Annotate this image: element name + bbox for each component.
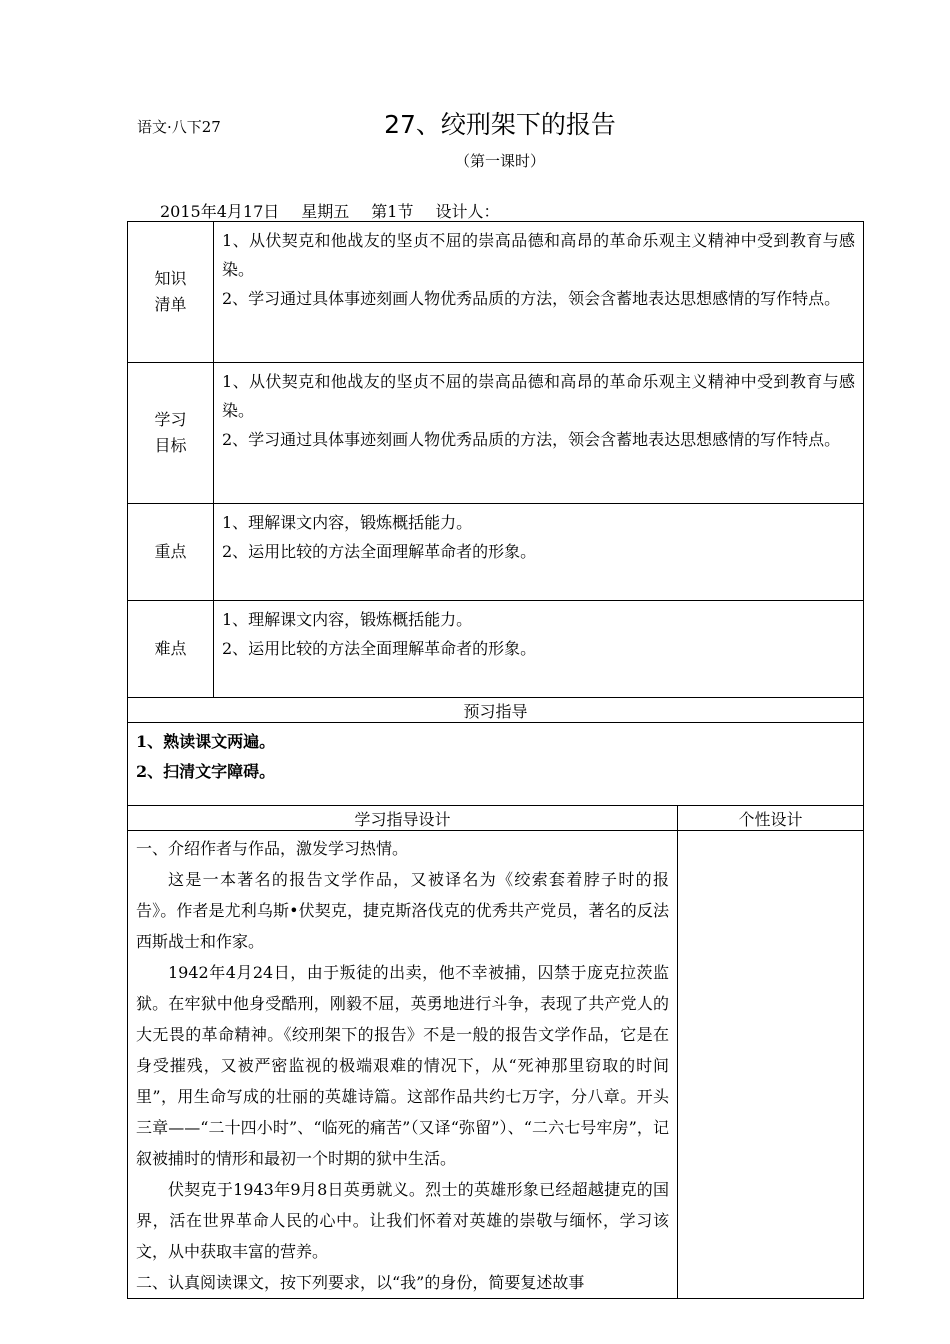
knowledge-item: 1、从伏契克和他战友的坚贞不屈的崇高品德和高昂的革命乐观主义精神中受到教育与感染。: [222, 231, 855, 279]
knowledge-content: [214, 222, 864, 363]
design-row: [128, 831, 864, 1299]
meta-line: [160, 199, 521, 222]
design-content: [128, 831, 678, 1299]
difficulty-item: 1、理解课文内容，锻炼概括能力。: [222, 610, 473, 629]
goals-label: 学习目标: [128, 363, 214, 504]
preview-heading: 预习指导: [128, 698, 864, 723]
goals-row: [128, 363, 864, 504]
difficulty-content: [214, 601, 864, 698]
knowledge-label: 知识清单: [128, 222, 214, 363]
key-content: [214, 504, 864, 601]
design-paragraph: 1942年4月24日，由于叛徒的出卖，他不幸被捕，囚禁于庞克拉茨监狱。在牢狱中他身受酷刑，刚毅不屈，英勇地进行斗争，表现了共产党人的大无畏的革命精神。《绞刑架下的报告》不是一般的报告文学作品，它是在身受摧残，又被严密监视的极端艰难的情况下，从“死神那里窃取的时间里”，用生命写成的壮丽的英雄诗篇。这部作品共约七万字，分八章。开头三章——“二十四小时”、“临死的痛苦”（又译“弥留”）、“二六七号牢房”，记叙被捕时的情形和最初一个时期的狱中生活。: [136, 963, 669, 1168]
design-paragraph: 伏契克于1943年9月8日英勇就义。烈士的英雄形象已经超越捷克的国界，活在世界革命人民的心中。让我们怀着对英雄的崇敬与缅怀，学习该文，从中获取丰富的营养。: [136, 1180, 669, 1261]
difficulty-label: 难点: [128, 601, 214, 698]
preview-row: [128, 723, 864, 806]
key-item: 1、理解课文内容，锻炼概括能力。: [222, 513, 473, 532]
lesson-subtitle: （第一课时）: [454, 152, 545, 170]
meta-period: 第1节: [371, 202, 414, 221]
goals-item: 2、学习通过具体事迹刻画人物优秀品质的方法，领会含蓄地表达思想感情的写作特点。: [222, 430, 841, 449]
personal-design-cell: [678, 831, 864, 1299]
key-label: 重点: [128, 504, 214, 601]
goals-item: 1、从伏契克和他战友的坚贞不屈的崇高品德和高昂的革命乐观主义精神中受到教育与感染。: [222, 372, 855, 420]
meta-weekday: 星期五: [301, 202, 350, 221]
design-heading: 学习指导设计: [128, 806, 678, 831]
design-paragraph: 一、介绍作者与作品，激发学习热情。: [136, 839, 409, 858]
key-row: [128, 504, 864, 601]
preview-content: [128, 723, 864, 806]
meta-designer: 设计人：: [435, 202, 500, 221]
key-item: 2、运用比较的方法全面理解革命者的形象。: [222, 542, 537, 561]
goals-content: [214, 363, 864, 504]
subject-label: 语文·八下27: [137, 118, 221, 136]
preview-item: 1、熟读课文两遍。: [136, 732, 276, 751]
design-paragraph: 这是一本著名的报告文学作品，又被译名为《绞索套着脖子时的报告》。作者是尤利乌斯•伏契克，捷克斯洛伐克的优秀共产党员，著名的反法西斯战士和作家。: [136, 870, 669, 951]
meta-date: 2015年4月17日: [160, 202, 280, 221]
difficulty-item: 2、运用比较的方法全面理解革命者的形象。: [222, 639, 537, 658]
preview-heading-row: [128, 698, 864, 723]
design-heading-row: [128, 806, 864, 831]
knowledge-item: 2、学习通过具体事迹刻画人物优秀品质的方法，领会含蓄地表达思想感情的写作特点。: [222, 289, 841, 308]
design-paragraph: 二、认真阅读课文，按下列要求，以“我”的身份，简要复述故事: [136, 1273, 585, 1292]
knowledge-row: [128, 222, 864, 363]
preview-item: 2、扫清文字障碍。: [136, 762, 276, 781]
page-title: 27、绞刑架下的报告: [384, 110, 616, 139]
personal-design-heading: 个性设计: [678, 806, 864, 831]
plan-table: [127, 221, 864, 1299]
difficulty-row: [128, 601, 864, 698]
